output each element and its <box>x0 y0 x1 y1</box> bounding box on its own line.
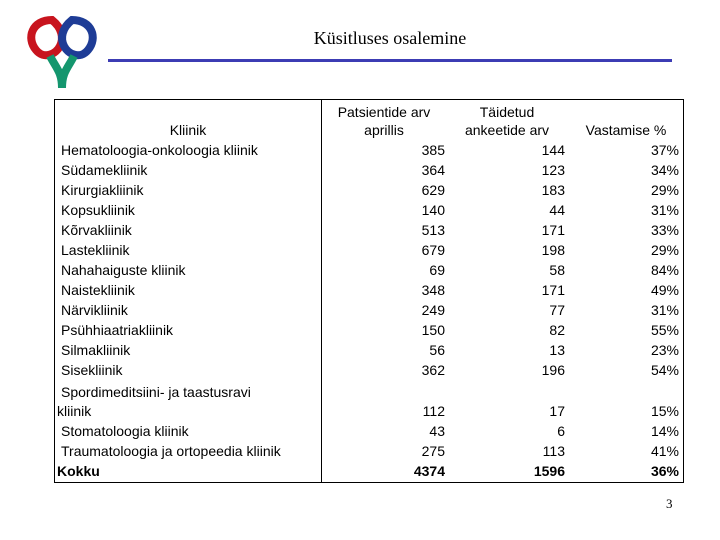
page-title: Küsitluses osalemine <box>313 28 467 48</box>
row-clinic: Silmakliinik <box>61 342 131 358</box>
header-completed-line2: ankeetide arv <box>464 122 550 138</box>
hospital-logo <box>22 12 102 92</box>
row-completed: 123 <box>541 162 565 178</box>
row-patients: 513 <box>421 222 445 238</box>
row-clinic: Närvikliinik <box>61 302 128 318</box>
row-patients: 364 <box>421 162 445 178</box>
row-response: 14% <box>650 423 679 439</box>
row-patients: 112 <box>422 403 445 419</box>
row-response: 54% <box>650 362 679 378</box>
row-patients: 362 <box>421 362 445 378</box>
header-patients-line2: aprillis <box>364 122 404 138</box>
row-patients: 348 <box>421 282 445 298</box>
row-completed: 17 <box>549 403 565 419</box>
column-divider <box>321 100 322 482</box>
row-clinic: Südamekliinik <box>61 162 148 178</box>
row-completed: 77 <box>549 302 565 318</box>
row-patients: 69 <box>429 262 445 278</box>
row-response: 55% <box>650 322 679 338</box>
total-response: 36% <box>650 463 679 479</box>
row-clinic: Traumatoloogia ja ortopeedia kliinik <box>61 443 281 459</box>
row-clinic-line2: kliinik <box>57 403 92 419</box>
total-label: Kokku <box>57 463 100 479</box>
row-completed: 183 <box>541 182 565 198</box>
row-patients: 140 <box>421 202 445 218</box>
row-response: 15% <box>650 403 679 419</box>
row-completed: 196 <box>541 362 565 378</box>
row-response: 37% <box>650 142 679 158</box>
row-response: 29% <box>650 242 679 258</box>
row-clinic: Stomatoloogia kliinik <box>61 423 189 439</box>
total-patients: 4374 <box>413 463 445 479</box>
title-underline <box>108 59 672 62</box>
row-clinic: Lastekliinik <box>61 242 130 258</box>
row-completed: 198 <box>541 242 565 258</box>
row-patients: 249 <box>421 302 445 318</box>
row-patients: 385 <box>421 142 445 158</box>
row-patients: 56 <box>429 342 445 358</box>
row-patients: 275 <box>421 443 445 459</box>
row-clinic: Naistekliinik <box>61 282 135 298</box>
row-clinic: Sisekliinik <box>61 362 123 378</box>
row-response: 29% <box>650 182 679 198</box>
header-patients-line1: Patsientide arv <box>337 104 431 120</box>
row-response: 33% <box>650 222 679 238</box>
row-completed: 13 <box>549 342 565 358</box>
row-completed: 82 <box>549 322 565 338</box>
row-patients: 43 <box>429 423 445 439</box>
row-clinic: Kõrvakliinik <box>61 222 132 238</box>
row-response: 41% <box>650 443 679 459</box>
header-clinic: Kliinik <box>169 122 207 138</box>
row-completed: 171 <box>541 282 565 298</box>
row-response: 84% <box>650 262 679 278</box>
header-completed-line1: Täidetud <box>479 104 535 120</box>
row-completed: 171 <box>541 222 565 238</box>
row-response: 31% <box>650 302 679 318</box>
row-completed: 6 <box>557 423 565 439</box>
row-completed: 144 <box>541 142 565 158</box>
total-completed: 1596 <box>533 463 565 479</box>
row-response: 34% <box>650 162 679 178</box>
row-clinic: Kirurgiakliinik <box>61 182 144 198</box>
row-response: 23% <box>650 342 679 358</box>
row-completed: 58 <box>549 262 565 278</box>
row-clinic: Hematoloogia-onkoloogia kliinik <box>61 142 258 158</box>
page-number: 3 <box>666 496 673 511</box>
row-response: 49% <box>650 282 679 298</box>
row-clinic: Psühhiaatriakliinik <box>61 322 174 338</box>
row-completed: 113 <box>542 443 565 459</box>
row-clinic: Kopsukliinik <box>61 202 135 218</box>
participation-table <box>54 99 684 483</box>
header-response: Vastamise % <box>585 122 667 138</box>
row-patients: 150 <box>421 322 445 338</box>
row-completed: 44 <box>549 202 565 218</box>
row-patients: 679 <box>421 242 445 258</box>
row-patients: 629 <box>421 182 445 198</box>
row-response: 31% <box>650 202 679 218</box>
row-clinic-line1: Spordimeditsiini- ja taastusravi <box>61 384 251 400</box>
row-clinic: Nahahaiguste kliinik <box>61 262 186 278</box>
